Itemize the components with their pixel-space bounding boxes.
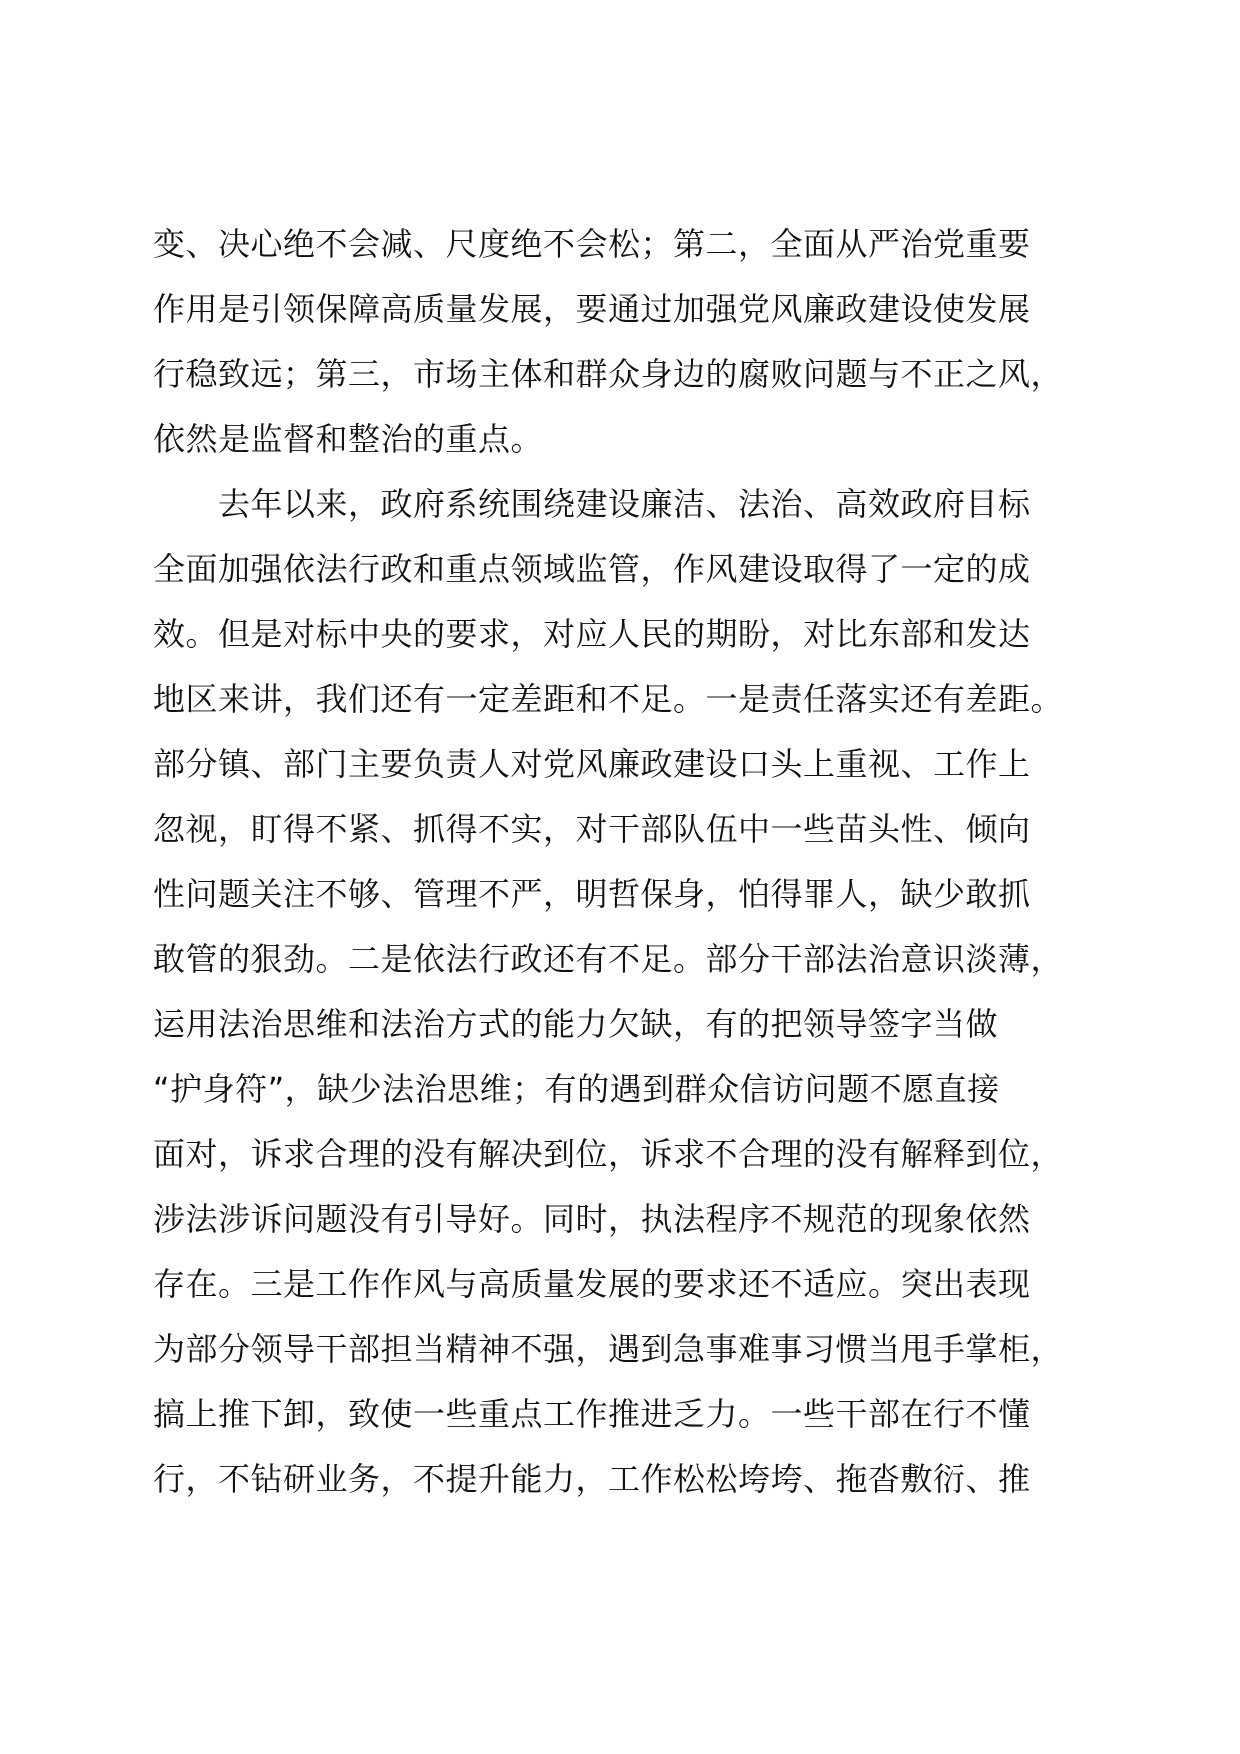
text-line: 效。但是对标中央的要求，对应人民的期盼，对比东部和发达 [153, 615, 1031, 653]
text-line: 忽视，盯得不紧、抓得不实，对干部队伍中一些苗头性、倾向 [153, 810, 1031, 848]
text-line: 性问题关注不够、管理不严，明哲保身，怕得罪人，缺少敢抓 [153, 875, 1031, 913]
text-line: 部分镇、部门主要负责人对党风廉政建设口头上重视、工作上 [153, 745, 1031, 783]
text-line: 依然是监督和整治的重点。 [153, 420, 544, 458]
text-line: 行，不钻研业务，不提升能力，工作松松垮垮、拖沓敷衍、推 [153, 1460, 1031, 1498]
text-line: 全面加强依法行政和重点领域监管，作风建设取得了一定的成 [153, 550, 1031, 588]
text-line: 运用法治思维和法治方式的能力欠缺，有的把领导签字当做 [153, 1005, 999, 1043]
text-line: 存在。三是工作作风与高质量发展的要求还不适应。突出表现 [153, 1265, 1031, 1303]
text-line: 变、决心绝不会减、尺度绝不会松；第二，全面从严治党重要 [153, 225, 1031, 263]
text-line: 去年以来，政府系统围绕建设廉洁、法治、高效政府目标 [153, 485, 1031, 523]
body-text [153, 212, 1113, 1512]
text-line: “护身符”，缺少法治思维；有的遇到群众信访问题不愿直接 [153, 1070, 1000, 1108]
text-line: 作用是引领保障高质量发展，要通过加强党风廉政建设使发展 [153, 290, 1031, 328]
text-line: 地区来讲，我们还有一定差距和不足。一是责任落实还有差距。 [153, 680, 1064, 718]
text-line: 面对，诉求合理的没有解决到位，诉求不合理的没有解释到位， [153, 1135, 1064, 1173]
text-line: 搞上推下卸，致使一些重点工作推进乏力。一些干部在行不懂 [153, 1395, 1031, 1433]
text-line: 敢管的狠劲。二是依法行政还有不足。部分干部法治意识淡薄， [153, 940, 1064, 978]
text-line: 行稳致远；第三，市场主体和群众身边的腐败问题与不正之风， [153, 355, 1064, 393]
text-line: 涉法涉诉问题没有引导好。同时，执法程序不规范的现象依然 [153, 1200, 1031, 1238]
text-line: 为部分领导干部担当精神不强，遇到急事难事习惯当甩手掌柜， [153, 1330, 1064, 1368]
